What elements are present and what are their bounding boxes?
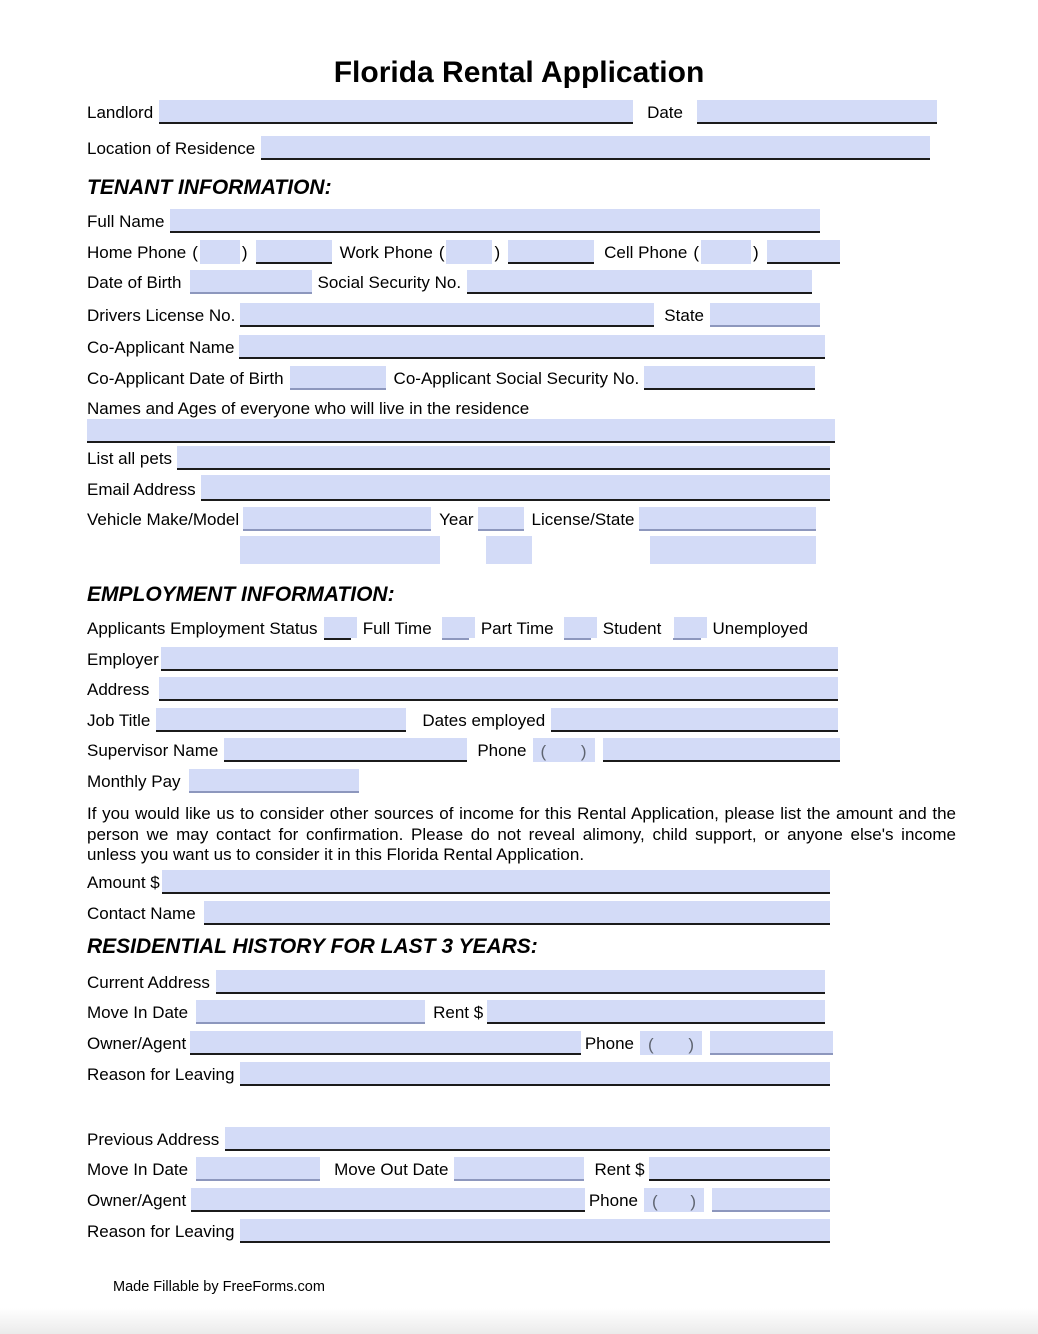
landlord-date-row — [87, 94, 937, 124]
location-row — [87, 130, 930, 160]
email-field[interactable] — [201, 475, 830, 501]
supervisor-label: Supervisor Name — [87, 741, 219, 760]
ssn-field[interactable] — [467, 270, 812, 294]
current-owner-field[interactable] — [190, 1031, 581, 1055]
vehicle-year-field-2[interactable] — [486, 536, 532, 564]
supervisor-phone-area-field[interactable] — [533, 738, 595, 762]
cell-phone-area-field[interactable] — [701, 240, 751, 264]
landlord-label: Landlord — [87, 103, 154, 122]
supervisor-phone-close-paren: ) — [580, 742, 587, 761]
date-label: Date — [647, 103, 683, 122]
vehicle-year-field[interactable] — [478, 507, 524, 531]
cell-phone-number-field[interactable] — [767, 240, 840, 264]
previous-move-in-field[interactable] — [196, 1157, 320, 1181]
amount-field[interactable] — [162, 870, 830, 894]
status-option-full-time-label: Full Time — [362, 619, 432, 638]
co-applicant-ssn-field[interactable] — [644, 366, 815, 390]
monthly-pay-field[interactable] — [189, 769, 359, 793]
year-label: Year — [439, 510, 474, 529]
vehicle-label: Vehicle Make/Model — [87, 510, 240, 529]
other-income-note: If you would like us to consider other sources of income for this Rental Application, please list the amount and the person we may contact for confirmation. Please do not reveal alimony, child support, or anyone else's income unless you want us to consider it in this Florida Rental Application. — [87, 804, 956, 864]
home-phone-open-paren: ( — [192, 243, 198, 262]
current-reason-field[interactable] — [240, 1062, 830, 1086]
co-applicant-dob-label: Co-Applicant Date of Birth — [87, 369, 284, 388]
residential-section-heading: RESIDENTIAL HISTORY FOR LAST 3 YEARS: — [87, 935, 538, 958]
current-reason-row — [87, 1056, 830, 1086]
amount-label: Amount $ — [87, 873, 160, 892]
status-checkbox-full-time[interactable] — [324, 617, 357, 638]
monthly-pay-row — [87, 763, 830, 793]
vehicle-make-model-field-2[interactable] — [240, 536, 440, 564]
home-phone-number-field[interactable] — [256, 240, 332, 264]
full-name-field[interactable] — [170, 209, 820, 233]
supervisor-phone-label: Phone — [477, 741, 527, 760]
previous-phone-close-paren: ) — [690, 1192, 696, 1211]
previous-phone-area-field[interactable] — [644, 1188, 704, 1212]
previous-move-out-field[interactable] — [454, 1157, 584, 1181]
current-owner-label: Owner/Agent — [87, 1034, 187, 1053]
current-move-in-field[interactable] — [196, 1000, 425, 1024]
co-applicant-ssn-label: Co-Applicant Social Security No. — [393, 369, 640, 388]
status-option-student-label: Student — [602, 619, 662, 638]
tenant-section-heading: TENANT INFORMATION: — [87, 176, 332, 199]
cell-phone-close-paren: ) — [753, 243, 759, 262]
footer-credit: Made Fillable by FreeForms.com — [113, 1279, 325, 1295]
previous-rent-field[interactable] — [649, 1157, 830, 1181]
job-title-row — [87, 702, 838, 732]
current-owner-row — [87, 1025, 833, 1055]
home-phone-close-paren: ) — [241, 243, 248, 262]
vehicle-row-2 — [87, 536, 816, 564]
work-phone-close-paren: ) — [494, 243, 501, 262]
employment-status-row — [87, 610, 808, 640]
current-phone-area-field[interactable] — [640, 1031, 702, 1055]
status-checkbox-student[interactable] — [564, 617, 597, 638]
employment-section-heading: EMPLOYMENT INFORMATION: — [87, 583, 395, 606]
household-label-row — [87, 398, 835, 420]
employer-label: Employer — [87, 650, 159, 669]
email-row — [87, 471, 830, 501]
dates-employed-label: Dates employed — [422, 711, 546, 730]
drivers-license-field[interactable] — [240, 303, 654, 327]
dates-employed-field[interactable] — [551, 708, 838, 732]
location-label: Location of Residence — [87, 139, 256, 158]
status-checkbox-part-time[interactable] — [442, 617, 475, 638]
current-rent-label: Rent $ — [433, 1003, 484, 1022]
status-checkbox-slot-full-time — [324, 616, 351, 640]
previous-reason-row — [87, 1213, 830, 1243]
contact-name-label: Contact Name — [87, 904, 196, 923]
status-option-part-time-label: Part Time — [480, 619, 554, 638]
home-phone-area-field[interactable] — [200, 240, 240, 264]
co-applicant-name-field[interactable] — [239, 335, 825, 359]
email-label: Email Address — [87, 480, 196, 499]
pets-row — [87, 440, 830, 470]
status-option-unemployed-label: Unemployed — [712, 619, 808, 638]
vehicle-license-field[interactable] — [639, 507, 816, 531]
job-title-field[interactable] — [156, 708, 406, 732]
pets-label: List all pets — [87, 449, 173, 468]
previous-phone-open-paren: ( — [652, 1192, 658, 1211]
current-reason-label: Reason for Leaving — [87, 1065, 235, 1084]
previous-address-label: Previous Address — [87, 1130, 220, 1149]
previous-rent-label: Rent $ — [594, 1160, 645, 1179]
previous-owner-row — [87, 1182, 830, 1212]
current-move-in-row — [87, 994, 825, 1024]
previous-move-out-label: Move Out Date — [334, 1160, 449, 1179]
ssn-label: Social Security No. — [317, 273, 462, 292]
previous-move-in-label: Move In Date — [87, 1160, 189, 1179]
previous-reason-label: Reason for Leaving — [87, 1222, 235, 1241]
vehicle-row — [87, 501, 816, 531]
current-move-in-label: Move In Date — [87, 1003, 189, 1022]
job-title-label: Job Title — [87, 711, 151, 730]
co-applicant-dob-ssn-row — [87, 360, 815, 390]
cell-phone-label: Cell Phone — [604, 243, 688, 262]
household-label: Names and Ages of everyone who will live in the residence — [87, 399, 530, 418]
previous-address-field[interactable] — [225, 1127, 830, 1151]
current-phone-label: Phone — [584, 1034, 634, 1053]
drivers-license-label: Drivers License No. — [87, 306, 236, 325]
current-phone-close-paren: ) — [688, 1035, 694, 1054]
co-applicant-name-row — [87, 329, 825, 359]
state-field[interactable] — [710, 303, 820, 327]
current-phone-open-paren: ( — [648, 1035, 654, 1054]
co-applicant-dob-field[interactable] — [290, 366, 386, 390]
previous-reason-field[interactable] — [240, 1219, 830, 1243]
pets-field[interactable] — [177, 446, 830, 470]
previous-owner-field[interactable] — [191, 1188, 585, 1212]
supervisor-phone-field[interactable] — [603, 738, 841, 762]
work-phone-number-field[interactable] — [508, 240, 594, 264]
employer-address-row — [87, 671, 838, 701]
vehicle-license-field-2[interactable] — [650, 536, 816, 564]
location-field[interactable] — [261, 136, 930, 160]
previous-address-row — [87, 1121, 830, 1151]
monthly-pay-label: Monthly Pay — [87, 772, 181, 791]
amount-row — [87, 864, 830, 894]
landlord-field[interactable] — [159, 100, 633, 124]
current-address-label: Current Address — [87, 973, 210, 992]
cell-phone-open-paren: ( — [693, 243, 699, 262]
phones-row — [87, 234, 840, 264]
current-rent-field[interactable] — [487, 1000, 825, 1024]
employer-field[interactable] — [161, 647, 838, 671]
dob-field[interactable] — [190, 270, 312, 294]
supervisor-row — [87, 732, 840, 762]
supervisor-name-field[interactable] — [224, 738, 467, 762]
previous-move-row — [87, 1151, 830, 1181]
current-phone-field[interactable] — [710, 1031, 833, 1055]
supervisor-phone-open-paren: ( — [540, 742, 547, 761]
work-phone-label: Work Phone — [339, 243, 433, 262]
vehicle-make-model-field[interactable] — [243, 507, 431, 531]
current-address-row — [87, 964, 825, 994]
license-state-label: License/State — [531, 510, 635, 529]
employment-status-label: Applicants Employment Status — [87, 619, 318, 638]
dob-label: Date of Birth — [87, 273, 182, 292]
status-checkbox-slot-student — [564, 616, 591, 640]
full-name-label: Full Name — [87, 212, 165, 231]
status-checkbox-slot-unemployed — [673, 616, 700, 640]
previous-owner-label: Owner/Agent — [87, 1191, 187, 1210]
co-applicant-name-label: Co-Applicant Name — [87, 338, 235, 357]
contact-name-row — [87, 895, 830, 925]
state-label: State — [664, 306, 704, 325]
page-bottom-edge — [0, 1308, 1038, 1334]
status-checkbox-unemployed[interactable] — [674, 617, 707, 638]
previous-phone-label: Phone — [588, 1191, 638, 1210]
status-checkbox-slot-part-time — [442, 616, 469, 640]
date-field[interactable] — [697, 100, 937, 124]
employer-row — [87, 641, 838, 671]
dob-ssn-row — [87, 264, 812, 294]
employer-address-field[interactable] — [159, 677, 838, 701]
previous-phone-field[interactable] — [712, 1188, 830, 1212]
employer-address-label: Address — [87, 680, 150, 699]
work-phone-open-paren: ( — [438, 243, 445, 262]
work-phone-area-field[interactable] — [446, 240, 492, 264]
current-address-field[interactable] — [216, 970, 825, 994]
license-state-row — [87, 297, 820, 327]
home-phone-label: Home Phone — [87, 243, 187, 262]
full-name-row — [87, 203, 820, 233]
contact-name-field[interactable] — [204, 901, 830, 925]
page-title: Florida Rental Application — [333, 56, 705, 89]
